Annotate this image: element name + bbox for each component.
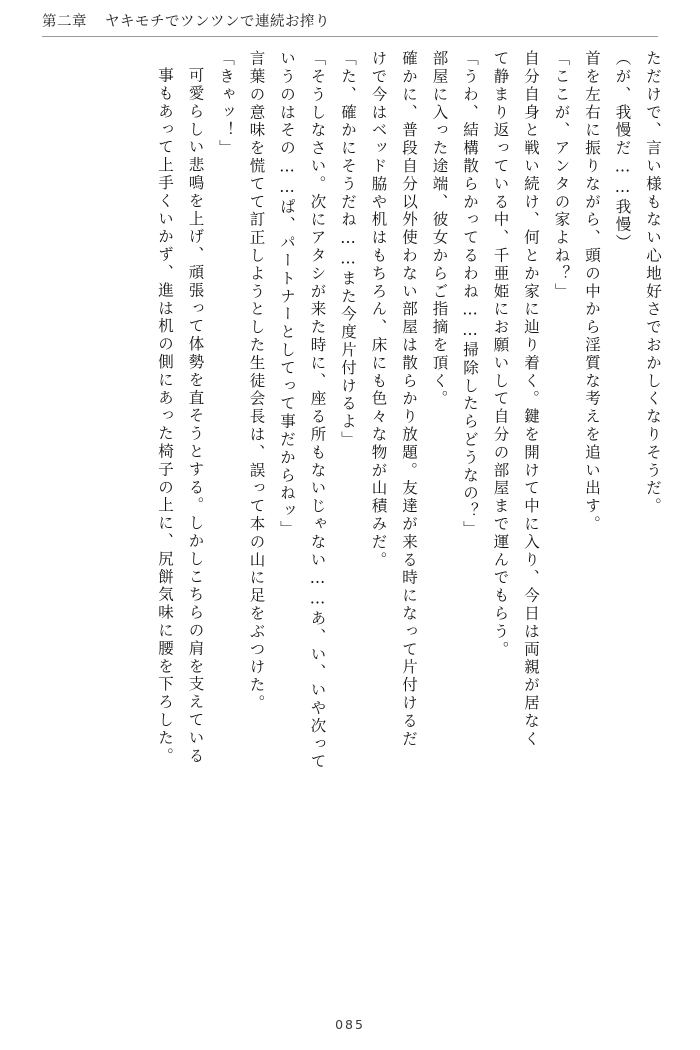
text-column: 「きゃッ！」 — [217, 50, 235, 158]
text-column: 「うわ、結構散らかってるわね……掃除したらどうなの？」 — [461, 50, 479, 539]
text-column: 自分自身と戦い続け、何とか家に辿り着く。鍵を開けて中に入り、今日は両親が居なく — [522, 50, 540, 749]
text-column: 言葉の意味を慌てて訂正しようとした生徒会長は、誤って本の山に足をぶつけた。 — [247, 50, 266, 713]
text-column: 部屋に入った途端、彼女からご指摘を頂く。 — [430, 50, 449, 408]
text-column: 首を左右に振りながら、頭の中から淫質な考えを追い出す。 — [583, 50, 601, 534]
header-divider — [42, 36, 658, 37]
text-column: 確かに、普段自分以外使わない部屋は散らかり放題。友達が来る時になって片付けるだ — [400, 50, 418, 749]
text-column: 「そうしなさい。次にアタシが来た時に、座る所もないじゃない……あ、い、いや次って — [308, 50, 327, 771]
page-number: 085 — [335, 1017, 365, 1032]
text-column: けで今はベッド脇や机はもちろん、床にも色々な物が山積みだ。 — [369, 50, 388, 570]
text-column: 事もあって上手くいかず、進は机の側にあった椅子の上に、尻餅気味に腰を下ろした。 — [156, 67, 174, 766]
text-column: ただけで、言い様もない心地好さでおかしくなりそうだ。 — [644, 50, 662, 516]
chapter-number: 第二章 — [42, 14, 87, 30]
body-text — [40, 50, 660, 992]
text-column: 「た、確かにそうだね……また今度片付けるよ」 — [339, 50, 357, 449]
text-column: （が、我慢だ……我慢） — [613, 50, 632, 252]
text-column: いうのはその……ぱ、パートナーとしてって事だからねッ」 — [278, 50, 296, 539]
text-column: 「ここが、アンタの家よね？」 — [552, 50, 571, 301]
chapter-title: ヤキモチでツンツンで連続お搾り — [105, 14, 330, 30]
text-column: て静まり返っている中、千亜姫にお願いして自分の部屋まで運んでもらう。 — [491, 50, 510, 659]
page-header — [42, 10, 658, 36]
text-column: 可愛らしい悲鳴を上げ、頑張って体勢を直そうとする。しかしこちらの肩を支えている — [186, 67, 205, 766]
